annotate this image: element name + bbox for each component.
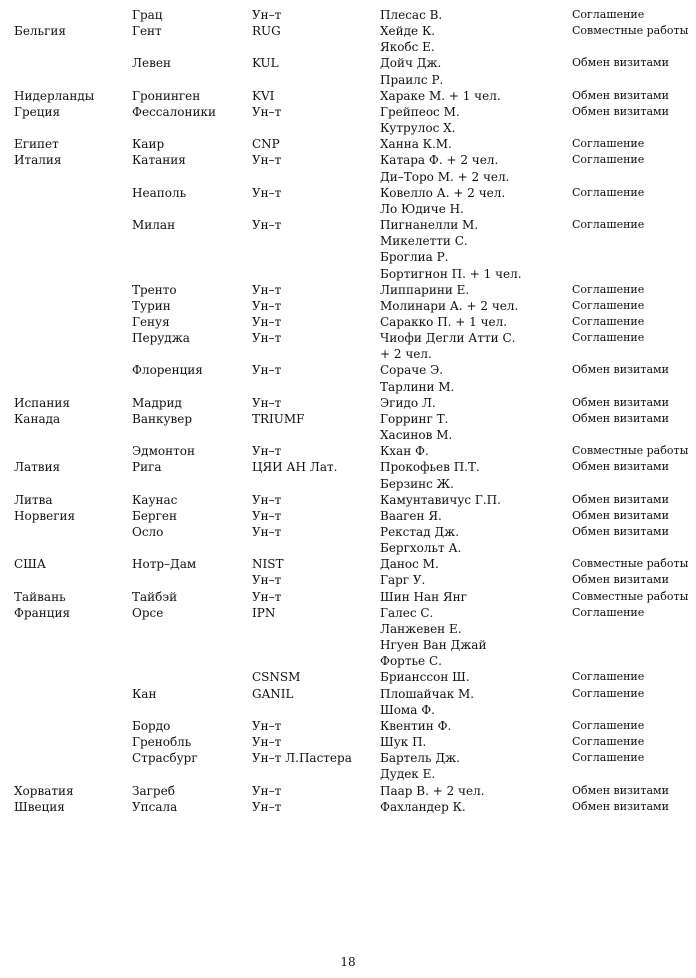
- persons-cell: [380, 508, 572, 524]
- table-row: [14, 395, 690, 411]
- collaboration-type-cell: Соглашение: [572, 718, 645, 732]
- person-name: Пигнанелли М.: [380, 218, 479, 233]
- person-name: Липпарини Е.: [380, 282, 470, 297]
- country-cell: Бельгия: [14, 24, 66, 39]
- organization-cell: Ун–т: [252, 218, 282, 233]
- table-row: [14, 734, 690, 750]
- person-name: Кутрулос Х.: [380, 121, 456, 136]
- collaboration-type-cell: Обмен визитами: [572, 104, 669, 118]
- organization-cell: Ун–т: [252, 363, 282, 378]
- person-name: Бергхольт А.: [380, 541, 462, 556]
- persons-cell: [380, 152, 572, 184]
- table-row: [14, 88, 690, 104]
- organization-cell: GANIL: [252, 686, 294, 701]
- table-row: [14, 783, 690, 799]
- person-name: Хараке М. + 1 чел.: [380, 88, 501, 103]
- city-cell: Орсе: [132, 605, 164, 620]
- table-row: [14, 508, 690, 524]
- table-row: [14, 718, 690, 734]
- country-cell: Хорватия: [14, 783, 74, 798]
- table-row: [14, 23, 690, 55]
- country-cell: [14, 7, 132, 23]
- city-cell: Гронинген: [132, 88, 201, 103]
- collaboration-type-cell: Соглашение: [572, 751, 645, 765]
- table-row: [14, 330, 690, 362]
- person-name: Квентин Ф.: [380, 718, 452, 733]
- persons-cell: [380, 589, 572, 605]
- collaboration-type-cell: Совместные работы: [572, 557, 689, 571]
- country-cell: Тайвань: [14, 589, 66, 604]
- persons-cell: [380, 298, 572, 314]
- persons-cell: [380, 395, 572, 411]
- country-cell: Нидерланды: [14, 88, 95, 103]
- organization-cell: KVI: [252, 88, 275, 103]
- persons-cell: [380, 185, 572, 217]
- collaboration-type-cell: Соглашение: [572, 735, 645, 749]
- city-cell: Тренто: [132, 282, 177, 297]
- persons-cell: [380, 411, 572, 443]
- city-cell: Мадрид: [132, 395, 182, 410]
- table-row: [14, 443, 690, 459]
- collaboration-type-cell: Соглашение: [572, 218, 645, 232]
- city-cell: Каир: [132, 137, 165, 152]
- table-row: [14, 55, 690, 87]
- person-name: Вааген Я.: [380, 508, 442, 523]
- country-cell: [14, 669, 132, 685]
- collaboration-type-cell: Совместные работы: [572, 444, 689, 458]
- organization-cell: Ун–т: [252, 331, 282, 346]
- collaboration-type-cell: Соглашение: [572, 686, 645, 700]
- persons-cell: [380, 750, 572, 782]
- person-name: Ло Юдиче Н.: [380, 201, 464, 216]
- persons-cell: [380, 362, 572, 394]
- collaboration-type-cell: Совместные работы: [572, 589, 689, 603]
- city-cell: Бордо: [132, 718, 171, 733]
- persons-cell: [380, 783, 572, 799]
- person-name: Шома Ф.: [380, 702, 435, 717]
- organization-cell: Ун–т: [252, 735, 282, 750]
- persons-cell: [380, 217, 572, 282]
- person-name: Сораче Э.: [380, 363, 444, 378]
- collaboration-type-cell: Обмен визитами: [572, 460, 669, 474]
- organization-cell: Ун–т: [252, 444, 282, 459]
- country-cell: [14, 686, 132, 718]
- person-name: Рекстад Дж.: [380, 525, 460, 539]
- organization-cell: Ун–т: [252, 8, 282, 22]
- city-cell: Милан: [132, 218, 176, 233]
- collaboration-type-cell: Обмен визитами: [572, 508, 669, 522]
- organization-cell: Ун–т: [252, 589, 282, 604]
- country-cell: Греция: [14, 104, 61, 119]
- persons-cell: [380, 136, 572, 152]
- organization-cell: Ун–т: [252, 104, 282, 119]
- organization-cell: Ун–т: [252, 492, 282, 507]
- person-name: Прокофьев П.Т.: [380, 460, 480, 475]
- person-name: Плесас В.: [380, 8, 443, 22]
- country-cell: [14, 298, 132, 314]
- person-name: Кхан Ф.: [380, 444, 429, 459]
- person-name: Молинари А. + 2 чел.: [380, 298, 519, 313]
- organization-cell: Ун–т: [252, 783, 282, 798]
- persons-cell: [380, 556, 572, 572]
- country-cell: Швеция: [14, 799, 65, 814]
- country-cell: [14, 734, 132, 750]
- persons-cell: [380, 605, 572, 670]
- person-name: Хейде К.: [380, 24, 436, 39]
- person-name: Бортигнон П. + 1 чел.: [380, 266, 522, 281]
- city-cell: Рига: [132, 460, 162, 475]
- table-row: [14, 750, 690, 782]
- person-name: Данос М.: [380, 557, 439, 572]
- person-name: Катара Ф. + 2 чел.: [380, 153, 499, 168]
- persons-cell: [380, 799, 572, 815]
- collaboration-type-cell: Обмен визитами: [572, 56, 669, 70]
- country-cell: Литва: [14, 492, 53, 507]
- country-cell: [14, 443, 132, 459]
- city-cell: Генуя: [132, 314, 170, 329]
- table-row: [14, 152, 690, 184]
- person-name: Ханна К.М.: [380, 137, 452, 152]
- person-name: Плошайчак М.: [380, 686, 475, 701]
- city-cell: Фессалоники: [132, 104, 216, 119]
- collaboration-type-cell: Совместные работы: [572, 24, 689, 38]
- persons-cell: [380, 669, 572, 685]
- table-row: [14, 524, 690, 556]
- city-cell: Перуджа: [132, 331, 190, 346]
- organization-cell: Ун–т: [252, 395, 282, 410]
- country-cell: Испания: [14, 395, 70, 410]
- city-cell: Гренобль: [132, 735, 192, 750]
- organization-cell: Ун–т: [252, 718, 282, 733]
- organization-cell: Ун–т: [252, 153, 282, 168]
- persons-cell: [380, 330, 572, 362]
- city-cell: Левен: [132, 56, 171, 71]
- table-row: [14, 298, 690, 314]
- table-row: [14, 556, 690, 572]
- person-name: Паар В. + 2 чел.: [380, 783, 485, 798]
- table-row: [14, 185, 690, 217]
- person-name: + 2 чел.: [380, 347, 432, 362]
- person-name: Броглиа Р.: [380, 250, 449, 265]
- persons-cell: [380, 104, 572, 136]
- collaboration-type-cell: Соглашение: [572, 185, 645, 199]
- person-name: Праилс Р.: [380, 72, 444, 87]
- collaboration-type-cell: Обмен визитами: [572, 411, 669, 425]
- city-cell: Грац: [132, 8, 163, 22]
- collaboration-type-cell: Соглашение: [572, 8, 645, 21]
- table-row: [14, 104, 690, 136]
- person-name: Эгидо Л.: [380, 395, 436, 410]
- person-name: Фортье С.: [380, 654, 442, 669]
- collaboration-type-cell: Соглашение: [572, 314, 645, 328]
- organization-cell: CNP: [252, 137, 280, 152]
- organization-cell: Ун–т: [252, 525, 282, 539]
- person-name: Чиофи Дегли Атти С.: [380, 331, 516, 346]
- person-name: Берзинс Ж.: [380, 476, 454, 491]
- collaboration-type-cell: Обмен визитами: [572, 395, 669, 409]
- collaboration-type-cell: Обмен визитами: [572, 783, 669, 797]
- organization-cell: Ун–т: [252, 508, 282, 523]
- person-name: Шин Нан Янг: [380, 589, 467, 604]
- country-cell: Египет: [14, 137, 59, 152]
- person-name: Дудек Е.: [380, 767, 436, 782]
- city-cell: Упсала: [132, 799, 178, 814]
- city-cell: Нотр–Дам: [132, 557, 197, 572]
- country-cell: [14, 750, 132, 782]
- collaboration-rows: [14, 7, 690, 815]
- collaboration-type-cell: Обмен визитами: [572, 88, 669, 102]
- persons-cell: [380, 718, 572, 734]
- persons-cell: [380, 23, 572, 55]
- persons-cell: [380, 443, 572, 459]
- city-cell: Флоренция: [132, 363, 203, 378]
- country-cell: [14, 55, 132, 87]
- city-cell: Гент: [132, 24, 162, 39]
- person-name: Гарг У.: [380, 573, 426, 588]
- country-cell: США: [14, 557, 46, 572]
- table-row: [14, 7, 690, 23]
- country-cell: Италия: [14, 153, 62, 168]
- city-cell: Загреб: [132, 783, 175, 798]
- person-name: Горринг Т.: [380, 411, 449, 426]
- collaboration-type-cell: Обмен визитами: [572, 799, 669, 813]
- persons-cell: [380, 734, 572, 750]
- organization-cell: RUG: [252, 24, 281, 39]
- organization-cell: Ун–т Л.Пастера: [252, 751, 352, 766]
- city-cell: [132, 572, 252, 588]
- city-cell: Ванкувер: [132, 411, 193, 426]
- persons-cell: [380, 524, 572, 556]
- table-row: [14, 589, 690, 605]
- collaboration-table: [14, 7, 690, 815]
- table-row: [14, 217, 690, 282]
- organization-cell: Ун–т: [252, 799, 282, 814]
- collaboration-type-cell: Обмен визитами: [572, 573, 669, 587]
- table-row: [14, 136, 690, 152]
- collaboration-type-cell: Соглашение: [572, 670, 645, 684]
- city-cell: Неаполь: [132, 185, 187, 200]
- city-cell: Катания: [132, 153, 186, 168]
- persons-cell: [380, 7, 572, 23]
- organization-cell: Ун–т: [252, 282, 282, 297]
- country-cell: [14, 282, 132, 298]
- person-name: Якобс Е.: [380, 40, 435, 55]
- table-row: [14, 686, 690, 718]
- persons-cell: [380, 88, 572, 104]
- country-cell: [14, 362, 132, 394]
- person-name: Брианссон Ш.: [380, 670, 470, 685]
- person-name: Нгуен Ван Джай: [380, 638, 487, 653]
- country-cell: [14, 330, 132, 362]
- organization-cell: NIST: [252, 557, 284, 572]
- table-row: [14, 459, 690, 491]
- person-name: Саракко П. + 1 чел.: [380, 314, 508, 329]
- city-cell: Страсбург: [132, 751, 198, 766]
- country-cell: [14, 185, 132, 217]
- country-cell: [14, 572, 132, 588]
- table-row: [14, 492, 690, 508]
- collaboration-type-cell: Соглашение: [572, 605, 645, 619]
- organization-cell: Ун–т: [252, 185, 282, 200]
- city-cell: Кан: [132, 686, 157, 701]
- country-cell: [14, 314, 132, 330]
- collaboration-type-cell: Соглашение: [572, 298, 645, 312]
- person-name: Фахландер К.: [380, 799, 466, 814]
- country-cell: [14, 524, 132, 556]
- country-cell: [14, 718, 132, 734]
- person-name: Шук П.: [380, 735, 427, 750]
- country-cell: Канада: [14, 411, 61, 426]
- collaboration-type-cell: Соглашение: [572, 282, 645, 296]
- city-cell: Тайбэй: [132, 589, 178, 604]
- person-name: Ковелло А. + 2 чел.: [380, 185, 506, 200]
- table-row: [14, 605, 690, 670]
- table-row: [14, 799, 690, 815]
- organization-cell: KUL: [252, 56, 279, 71]
- persons-cell: [380, 459, 572, 491]
- person-name: Ланжевен Е.: [380, 621, 462, 636]
- city-cell: Эдмонтон: [132, 444, 195, 459]
- person-name: Тарлини М.: [380, 379, 455, 394]
- organization-cell: Ун–т: [252, 314, 282, 329]
- country-cell: Франция: [14, 605, 71, 620]
- city-cell: Берген: [132, 508, 177, 523]
- table-row: [14, 572, 690, 588]
- organization-cell: Ун–т: [252, 298, 282, 313]
- country-cell: [14, 217, 132, 282]
- persons-cell: [380, 55, 572, 87]
- persons-cell: [380, 492, 572, 508]
- persons-cell: [380, 314, 572, 330]
- table-row: [14, 411, 690, 443]
- person-name: Хасинов М.: [380, 428, 453, 443]
- page-number: 18: [340, 955, 356, 969]
- person-name: Камунтавичус Г.П.: [380, 492, 501, 507]
- person-name: Бартель Дж.: [380, 751, 460, 766]
- organization-cell: CSNSM: [252, 670, 301, 685]
- person-name: Микелетти С.: [380, 234, 468, 249]
- collaboration-type-cell: Соглашение: [572, 331, 645, 345]
- collaboration-type-cell: Обмен визитами: [572, 525, 669, 538]
- table-row: [14, 282, 690, 298]
- table-row: [14, 314, 690, 330]
- organization-cell: TRIUMF: [252, 411, 305, 426]
- persons-cell: [380, 282, 572, 298]
- person-name: Грейпеос М.: [380, 104, 460, 119]
- city-cell: Осло: [132, 525, 164, 539]
- collaboration-type-cell: Обмен визитами: [572, 363, 669, 377]
- organization-cell: IPN: [252, 605, 276, 620]
- organization-cell: Ун–т: [252, 573, 282, 588]
- table-row: [14, 362, 690, 394]
- city-cell: Турин: [132, 298, 171, 313]
- organization-cell: ЦЯИ АН Лат.: [252, 460, 338, 475]
- collaboration-type-cell: Соглашение: [572, 153, 645, 167]
- person-name: Дойч Дж.: [380, 56, 442, 71]
- city-cell: [132, 669, 252, 685]
- table-row: [14, 669, 690, 685]
- persons-cell: [380, 572, 572, 588]
- collaboration-type-cell: Обмен визитами: [572, 492, 669, 506]
- country-cell: Норвегия: [14, 508, 76, 523]
- collaboration-type-cell: Соглашение: [572, 137, 645, 151]
- person-name: Галес С.: [380, 605, 434, 620]
- person-name: Ди–Торо М. + 2 чел.: [380, 169, 510, 184]
- city-cell: Каунас: [132, 492, 178, 507]
- persons-cell: [380, 686, 572, 718]
- country-cell: Латвия: [14, 460, 61, 475]
